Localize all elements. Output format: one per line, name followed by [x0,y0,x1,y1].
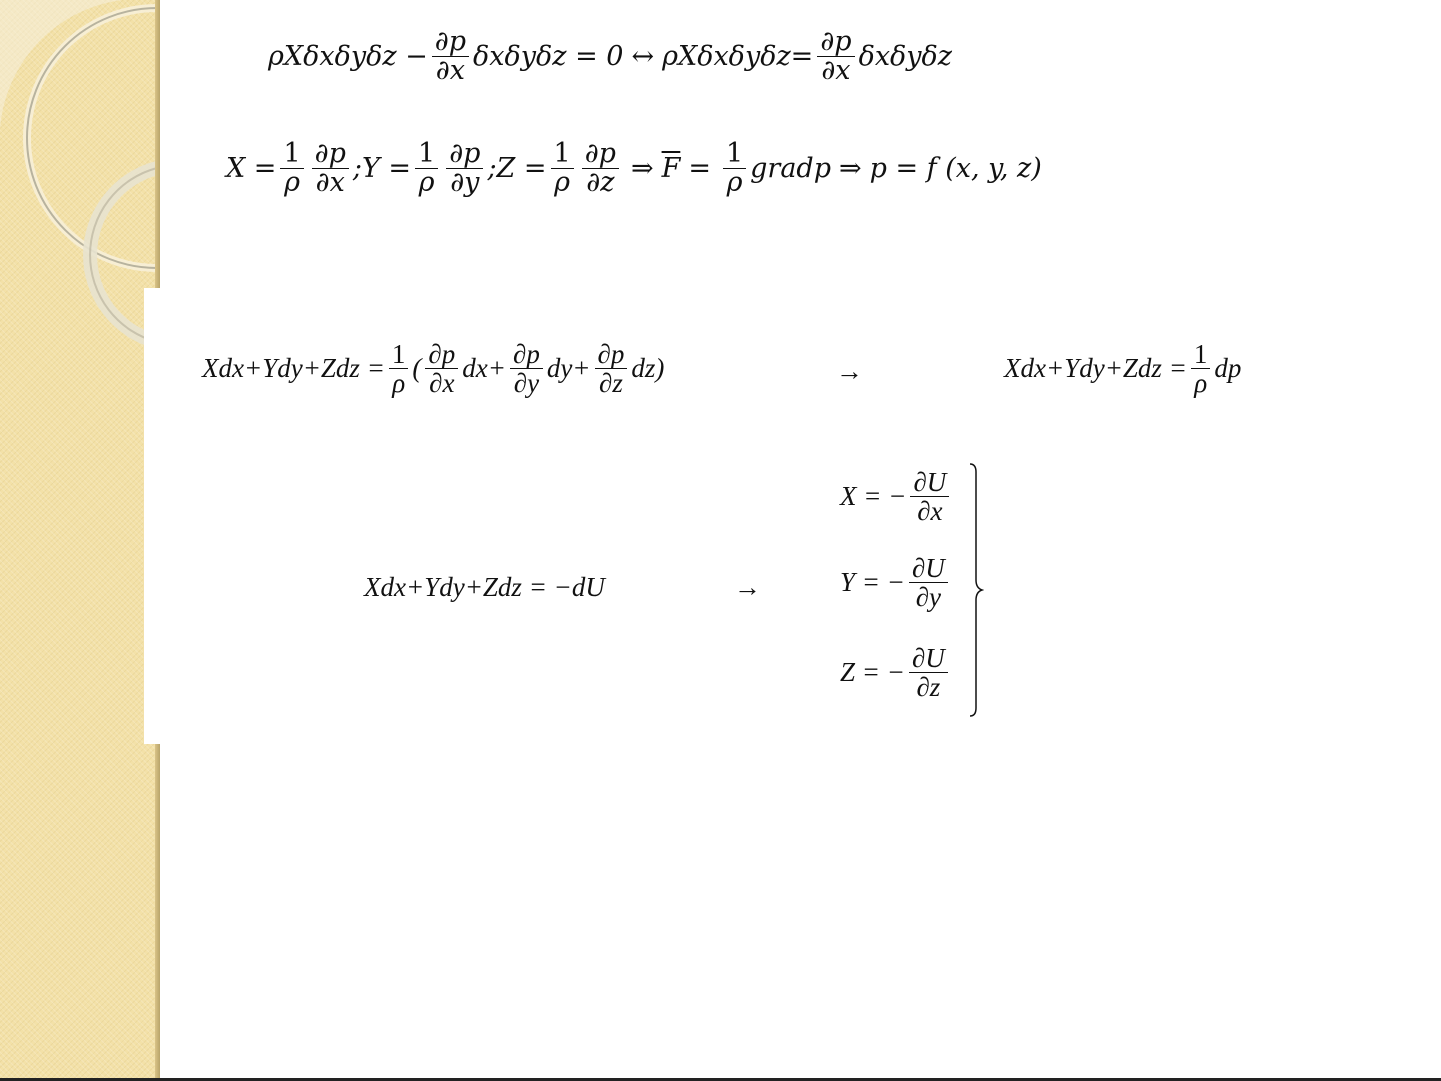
eq4-arrow-glyph: → [734,572,761,602]
eq2-y-lhs: ;Y = [352,153,412,185]
eq1-rhs-b: δxδyδz [858,41,953,73]
eq3-partial-y [510,340,543,398]
eq2-rho: ρ [554,167,571,199]
eq1-iff: ↔ [631,41,655,73]
eq2-x-partial [312,140,349,198]
eq3-one: 1 [1191,340,1211,369]
eq3-dp: ∂p [510,340,543,369]
eq3-dp: ∂p [425,340,458,369]
eq3-partial-x [425,340,458,398]
row-z-lhs: Z = − [840,657,905,688]
eq2-result: p = f (x, y, z) [869,153,1042,185]
eq2-z-lhs: ;Z = [487,153,547,185]
eq2-one: 1 [723,140,746,169]
row-z-fraction [909,644,948,702]
system-row-z [840,644,952,702]
eq3-rhs-one-over-rho [1191,340,1211,398]
eq2-rho: ρ [418,167,435,199]
equation-4 [364,572,605,603]
eq1-rhs-a: ρXδxδyδz= [662,41,814,73]
row-x-lhs: X = − [840,481,907,512]
eq1-lhs-a: ρXδxδyδz − [268,41,428,73]
row-y-dy: ∂y [915,582,942,613]
eq1-rhs-frac-num: ∂p [817,28,854,57]
eq3-dz-term: dz) [631,353,665,384]
eq3-partial-z [595,340,628,398]
eq2-rho: ρ [284,167,300,199]
system-row-y [840,554,952,612]
eq1-lhs-b: δxδyδz = 0 [473,41,624,73]
eq3-rhs-lhs: Xdx+Ydy+Zdz = [1004,353,1187,384]
decorative-rings [0,0,200,360]
eq3-arrow [836,356,863,387]
system-row-x [840,468,953,526]
equation-1 [268,28,952,86]
eq2-dp: ∂p [312,140,349,169]
eq3-dy: ∂y [513,368,540,399]
row-x-dx: ∂x [917,496,943,527]
row-y-lhs: Y = − [840,567,905,598]
right-brace [968,462,984,718]
eq2-x-one-over-rho [280,140,303,198]
eq2-implies-2: ⇒ [838,153,862,185]
eq3-dp: ∂p [595,340,628,369]
eq3-one: 1 [389,340,409,369]
eq2-rho: ρ [726,167,743,199]
eq2-grad: gradp [750,153,831,185]
eq2-z-partial [582,140,619,198]
eq3-rho: ρ [1194,368,1208,399]
row-y-du: ∂U [909,554,948,583]
eq2-z-one-over-rho [551,140,574,198]
equation-3 [202,340,664,398]
eq3-one-over-rho [389,340,409,398]
row-y-fraction [909,554,948,612]
eq2-implies: ⇒ [630,153,654,185]
content-panel-edge [144,288,164,744]
eq4-arrow [734,572,761,603]
eq2-y-partial [446,140,483,198]
eq2-one: 1 [415,140,438,169]
eq2-dx: ∂x [315,167,345,199]
eq2-x-lhs: X = [226,153,277,185]
eq2-force-vector: $\overline{F}$ [661,153,681,185]
eq3-dy-term: dy+ [546,353,591,384]
eq3-lhs: Xdx+Ydy+Zdz = [202,353,385,384]
eq3-rhs-dp: dp [1214,353,1242,384]
equation-3-rhs [1004,340,1241,398]
row-z-dz: ∂z [916,672,941,703]
eq3-open-paren: ( [412,353,422,384]
eq2-dy: ∂y [450,167,480,199]
eq3-dx: ∂x [429,368,455,399]
eq2-f-one-over-rho [723,140,746,198]
row-x-fraction [910,468,949,526]
eq4-lhs: Xdx+Ydy+Zdz = −dU [364,572,605,602]
eq1-frac-den: ∂x [435,55,465,87]
eq2-one: 1 [551,140,574,169]
eq1-rhs-fraction [817,28,854,86]
eq3-arrow-glyph: → [836,356,863,386]
eq1-fraction [432,28,469,86]
eq2-y-one-over-rho [415,140,438,198]
row-x-du: ∂U [910,468,949,497]
eq2-dp: ∂p [582,140,619,169]
equation-2 [226,140,1042,198]
eq3-dx-term: dx+ [462,353,506,384]
eq2-dp: ∂p [446,140,483,169]
eq1-frac-num: ∂p [432,28,469,57]
eq2-dz: ∂z [586,167,615,199]
eq3-dz: ∂z [599,368,623,399]
row-z-du: ∂U [909,644,948,673]
eq3-rho: ρ [392,368,406,399]
eq2-one: 1 [280,140,303,169]
eq2-equals: = [688,153,711,185]
eq1-rhs-frac-den: ∂x [821,55,851,87]
